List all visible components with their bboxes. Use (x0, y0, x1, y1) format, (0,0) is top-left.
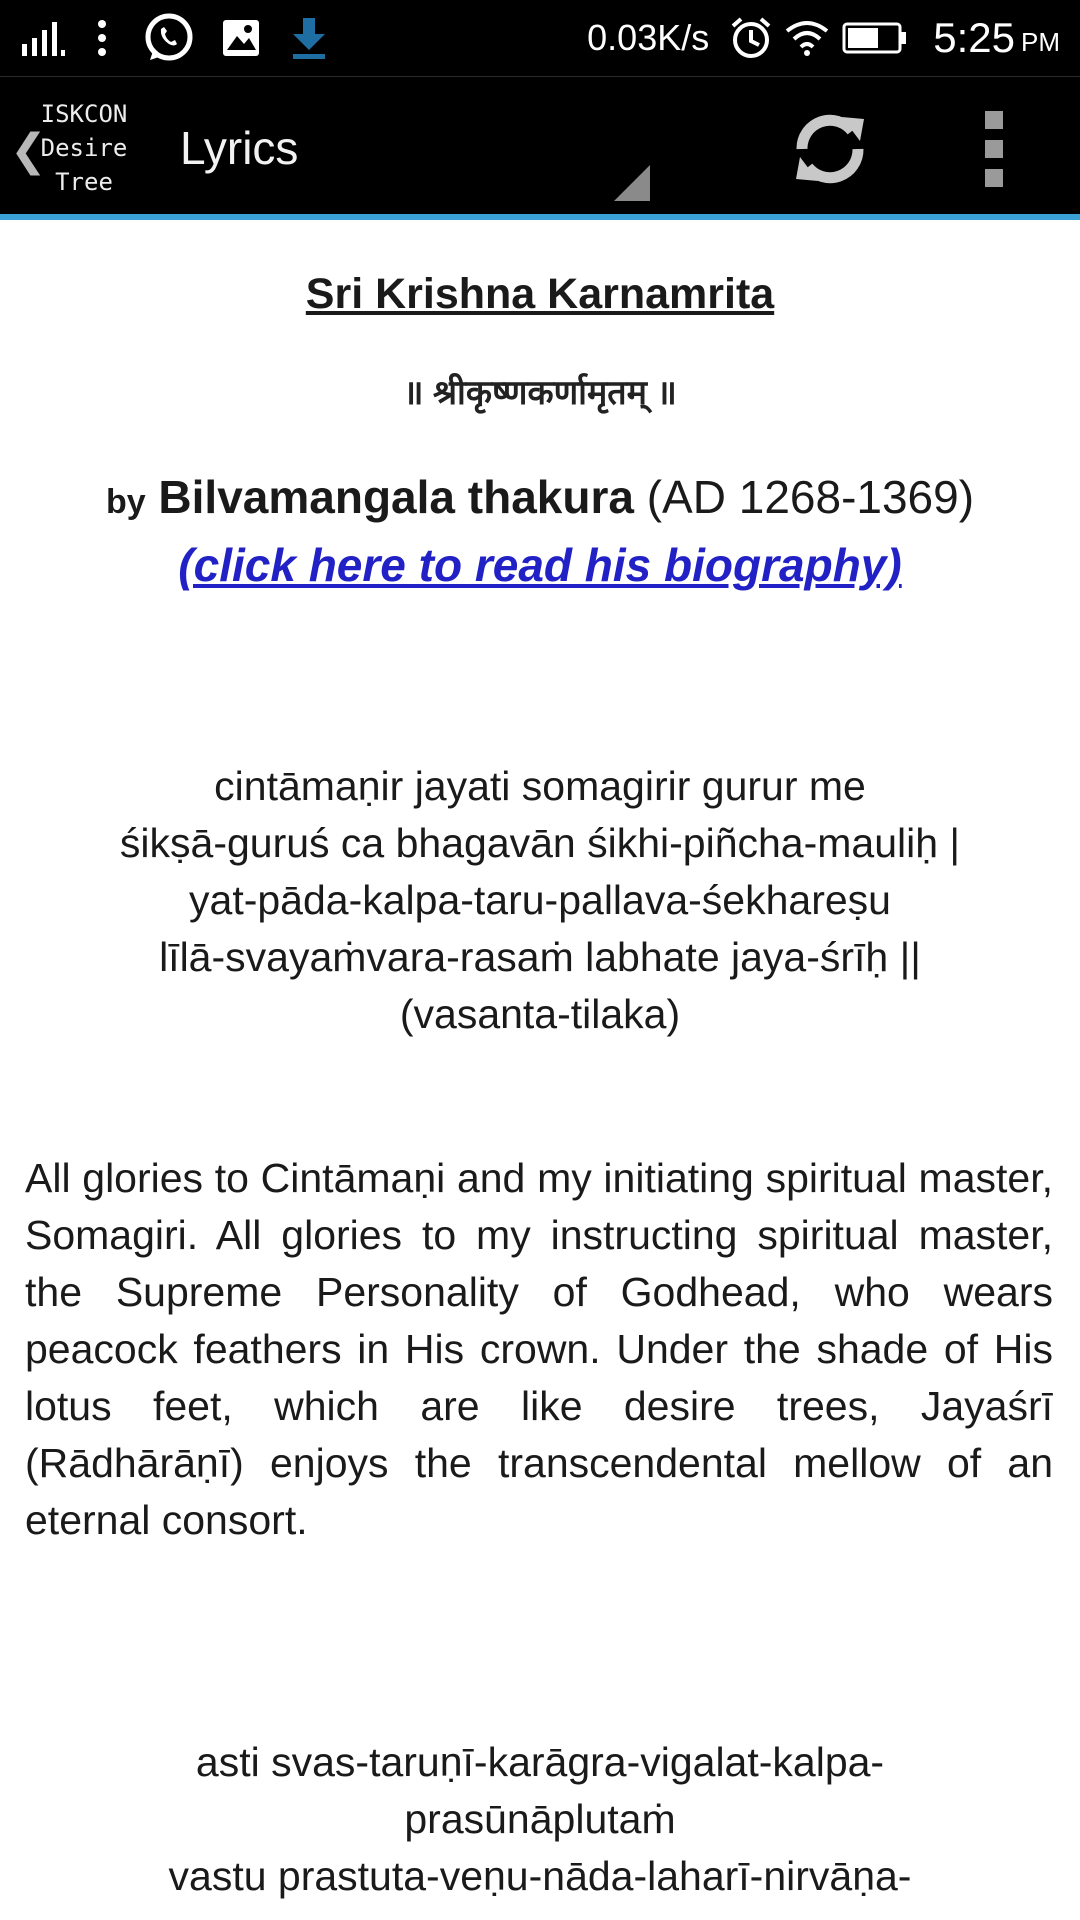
verse-line: śikṣā-guruś ca bhagavān śikhi-piñcha-mauliḥ | (119, 820, 961, 866)
signal-icon (14, 8, 74, 68)
alarm-icon (725, 8, 777, 68)
verse-line: prasūnāplutaṁ (404, 1796, 676, 1842)
clock-ampm: PM (1021, 26, 1060, 57)
wifi-icon (777, 8, 837, 68)
spinner-dropdown-icon[interactable] (614, 165, 650, 201)
verse-line: vastu prastuta-veṇu-nāda-laharī-nirvāṇa- (168, 1853, 912, 1899)
translation-1: All glories to Cintāmaṇi and my initiating spiritual master, Somagiri. All glories to my instructing spiritual master, the Supreme Personality of Godhead, who wears peacock feathers in His crown. Under the shade of His lotus feet, which are like desire trees, Jayaśrī (Rādhārāṇī) enjoys the transcendental mellow of an eternal consort. (25, 1155, 1053, 1543)
download-icon (276, 8, 342, 68)
clock-time: 5:25 (933, 14, 1015, 61)
status-bar (0, 0, 1080, 76)
author-dates: (AD 1268-1369) (646, 471, 975, 523)
whatsapp-icon (130, 8, 206, 68)
author-name: Bilvamangala thakura (158, 471, 634, 523)
verse-line: asti svas-taruṇī-karāgra-vigalat-kalpa- (195, 1739, 885, 1785)
overflow-menu-icon[interactable] (982, 111, 1006, 191)
verse-line: cintāmaṇir jayati somagirir gurur me (214, 763, 866, 809)
action-bar-accent (0, 214, 1080, 220)
battery-icon (837, 8, 913, 68)
verse-line: līlā-svayaṁvara-rasaṁ labhate jaya-śrīḥ || (159, 934, 921, 980)
network-speed: 0.03K/s (587, 17, 710, 58)
verse-1 (0, 758, 1080, 1043)
page-title: Sri Krishna Karnamrita (305, 270, 775, 318)
action-bar (0, 76, 1080, 215)
refresh-icon[interactable] (786, 105, 874, 193)
app-logo[interactable] (32, 97, 136, 199)
logo-line: Desire (40, 134, 128, 162)
overflow-notifications-icon (74, 8, 130, 68)
verse-2 (0, 1734, 1080, 1905)
back-chevron-icon[interactable]: ❮ (10, 125, 47, 176)
biography-link[interactable]: (click here to read his biography) (178, 539, 902, 591)
verse-line: yat-pāda-kalpa-taru-pallava-śekhareṣu (189, 877, 891, 923)
devanagari-title: ॥ श्रीकृष्णकर्णामृतम् ॥ (403, 374, 677, 412)
gallery-icon (206, 8, 276, 68)
verse-meter: (vasanta-tilaka) (399, 991, 681, 1037)
by-label: by (105, 483, 146, 521)
logo-line: Tree (55, 168, 113, 196)
screen-title-spinner[interactable]: Lyrics (180, 122, 299, 174)
logo-line: ISKCON (40, 100, 128, 128)
author-byline (0, 470, 1080, 524)
